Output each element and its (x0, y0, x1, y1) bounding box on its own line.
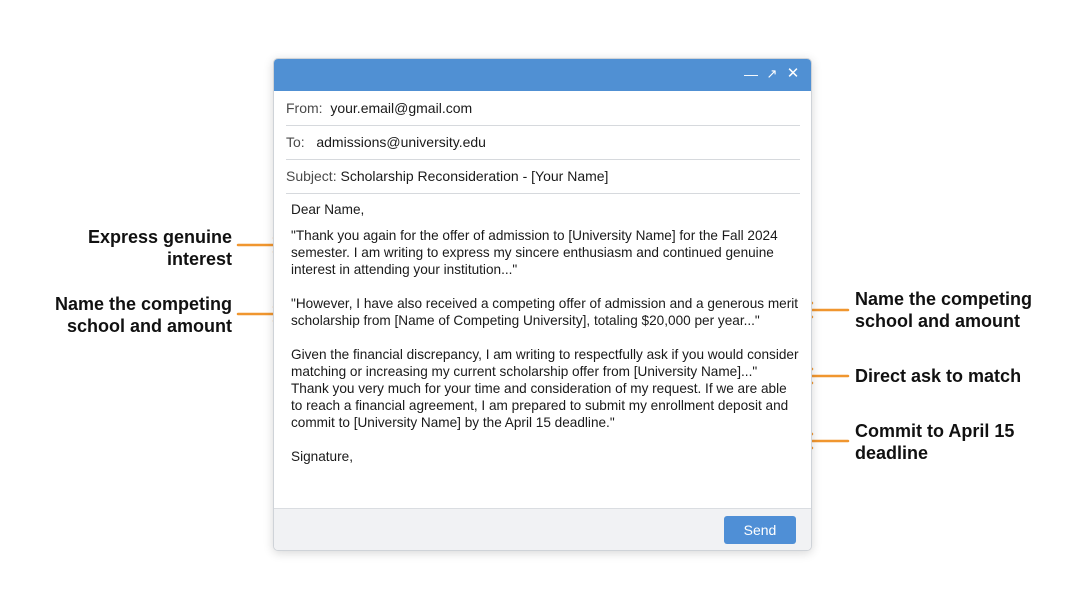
paragraph-request: Given the financial discrepancy, I am writing to respectfully ask if you would consider matching or increasing my current scholarship offer from [University Name]..." (291, 347, 799, 379)
annotation-competing-right (855, 288, 1032, 332)
subject-value: Scholarship Reconsideration - [Your Name] (340, 168, 609, 184)
window-titlebar (274, 59, 811, 91)
subject-label: Subject: (286, 168, 337, 184)
annotation-line: school and amount (66, 316, 232, 336)
signature: Signature, (291, 449, 353, 464)
from-value: your.email@gmail.com (330, 100, 473, 116)
to-field[interactable] (286, 125, 800, 160)
paragraph-commitment: Thank you very much for your time and consideration of my request. If we are able to reach a financial agreement, I am prepared to submit my enrollment deposit and commit to [University Name] by the April 15 deadline." (291, 381, 789, 430)
from-label: From: (286, 100, 323, 116)
annotation-commit-deadline (855, 420, 1014, 464)
paragraph-interest: "Thank you again for the offer of admission to [University Name] for the Fall 2024 semester. I am writing to express my sincere enthusiasm and continued genuine interest in attending your institution..." (291, 228, 778, 277)
annotation-line: deadline (855, 443, 929, 463)
maximize-icon[interactable]: ↗ (766, 66, 778, 81)
close-icon[interactable]: ✕ (786, 65, 800, 82)
paragraph-competing-offer: "However, I have also received a competing offer of admission and a generous merit scholarship from [Name of Competing University], totaling $20,000 per year..." (291, 296, 799, 328)
email-compose-window (273, 58, 812, 551)
annotation-direct-ask (855, 365, 1021, 387)
annotation-competing-left (55, 293, 232, 337)
email-body[interactable] (291, 201, 801, 465)
annotation-line: Name the competing (54, 294, 232, 314)
greeting: Dear Name, (291, 202, 365, 217)
annotation-line: school and amount (855, 311, 1021, 331)
annotation-line: Direct ask to match (855, 366, 1022, 386)
to-value: admissions@university.edu (316, 134, 486, 150)
send-button[interactable]: Send (724, 516, 796, 544)
from-field[interactable] (286, 91, 800, 126)
annotation-line: Name the competing (855, 289, 1033, 309)
annotation-line: Express genuine (87, 227, 232, 247)
annotation-line: Commit to April 15 (855, 421, 1015, 441)
minimize-icon[interactable]: — (744, 66, 758, 82)
compose-footer (274, 508, 811, 551)
annotation-express-interest (88, 226, 232, 270)
annotation-line: interest (166, 249, 232, 269)
subject-field[interactable] (286, 159, 800, 194)
to-label: To: (286, 134, 305, 150)
